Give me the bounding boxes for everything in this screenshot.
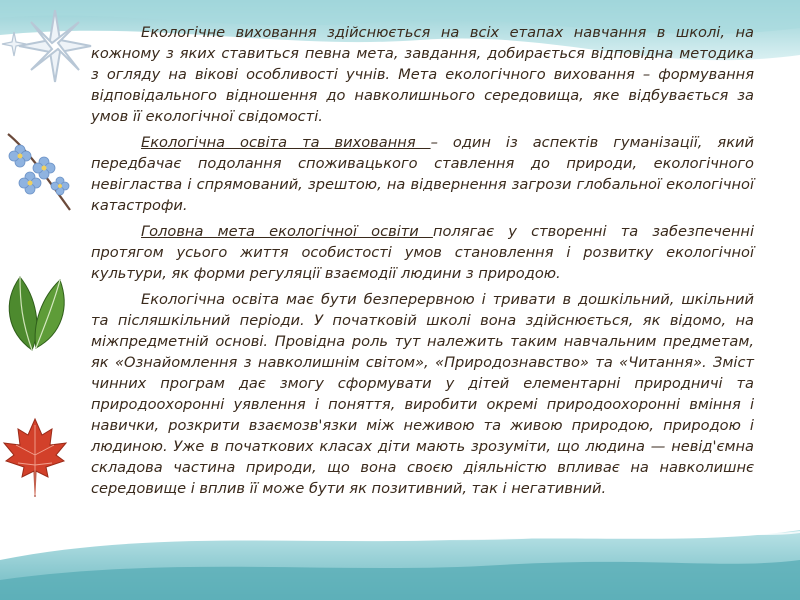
snowflake-icon <box>0 6 100 86</box>
paragraph-2 <box>91 132 754 216</box>
paragraph-1-text: Екологічне виховання здійснюється на всіх етапах навчання в школі, на кожному з яких ставиться певна мета, завдання, добирається відповідна методика з огляду на вікові особливості учнів. Мета екологічного виховання – формування відповідального відношення до навколишнього середовища, яке відбувається за умов її екологічної свідомості. <box>91 24 754 125</box>
paragraph-3 <box>91 221 754 284</box>
forget-me-not-branch-icon <box>0 128 85 218</box>
maple-leaf-icon <box>0 415 70 500</box>
paragraph-2-text: – один із аспектів гуманізації, який передбачає подолання споживацького ставлення до природи, екологічного невігластва і спрямований, зрештою, на відвернення загрози глобальної екологічної катастрофи. <box>91 134 754 214</box>
paragraph-4 <box>91 289 754 499</box>
term-ecological-education: Екологічна освіта та виховання <box>141 134 431 151</box>
paragraph-3-text: полягає у створенні та забезпеченні протягом усього життя особистості умов становлення і розвитку екологічної культури, як форми регуляції взаємодії людини з природою. <box>91 223 754 282</box>
slide-text <box>91 22 754 499</box>
term-main-goal: Головна мета екологічної освіти <box>141 223 433 240</box>
paragraph-4-text: Екологічна освіта має бути безперервною і тривати в дошкільний, шкільний та післяшкільний періоди. У початковій школі вона здійснюється, як відомо, на міжпредметній основі. Провідна роль тут належить таким навчальним предметам, як «Ознайомлення з навколишнім світом», «Природознавство» та «Читання». Зміст чинних програм дає змогу сформувати у дітей елементарні природничі та природоохоронні уявлення і поняття, виробити окремі природоохоронні вміння і навички, розкрити взаємозв'язки між неживою та живою природою, природою і людиною. Уже в початкових класах діти мають зрозуміти, що людина — невід'ємна складова частина природи, що вона своєю діяльністю впливає на навколишнє середовище і вплив її може бути як позитивний, так і негативний. <box>91 291 754 497</box>
paragraph-1 <box>91 22 754 127</box>
green-leaves-icon <box>2 272 70 352</box>
